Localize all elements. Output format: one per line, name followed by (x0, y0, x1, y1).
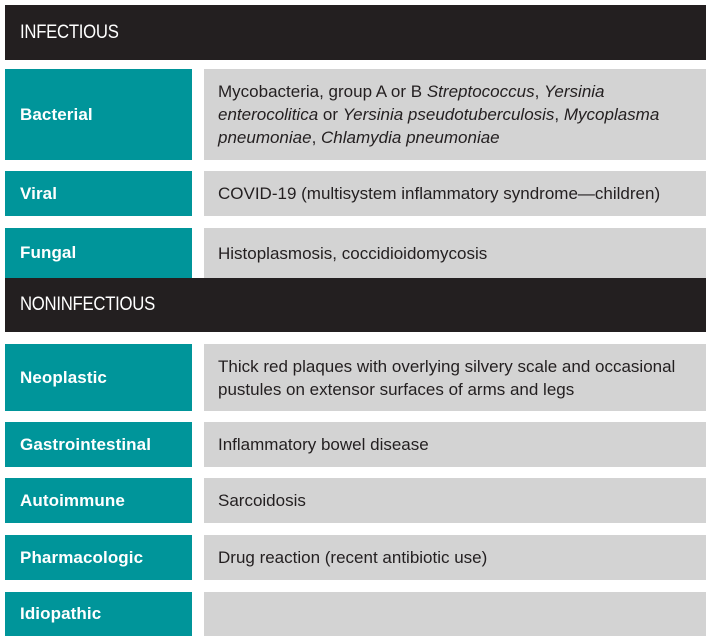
italic-term: Chlamydia pneumoniae (321, 128, 500, 147)
section-header-noninfectious (5, 278, 706, 332)
category-cell: Idiopathic (5, 592, 192, 636)
text-segment: COVID-19 (multisystem inflammatory syndrome—children) (218, 184, 661, 203)
text-segment: Thick red plaques with overlying silvery scale and occasional pustules on extensor surfaces of arms and legs (218, 356, 676, 399)
description-cell (204, 69, 706, 160)
text-segment: Mycobacteria, group A or B (218, 82, 427, 101)
category-cell: Neoplastic (5, 344, 192, 411)
category-cell: Autoimmune (5, 478, 192, 523)
text-segment: , (554, 105, 564, 124)
table-row-pharmacologic (5, 535, 706, 580)
table-row-bacterial (5, 69, 706, 160)
text-segment: Sarcoidosis (218, 491, 306, 510)
table-row-viral (5, 171, 706, 216)
table-row-gastrointestinal (5, 422, 706, 467)
table-row-idiopathic (5, 592, 706, 636)
description-cell (204, 535, 706, 580)
text-segment: Inflammatory bowel disease (218, 435, 429, 454)
category-cell: Fungal (5, 228, 192, 278)
description-cell (204, 478, 706, 523)
italic-term: Yersinia pseudotuberculosis (342, 105, 555, 124)
text-segment: Histoplasmosis, coccidioidomycosis (218, 243, 488, 263)
text-segment: Drug reaction (recent antibiotic use) (218, 548, 488, 567)
text-segment: , (534, 82, 545, 101)
table-row-autoimmune (5, 478, 706, 523)
category-cell: Bacterial (5, 69, 192, 160)
section-header-label: INFECTIOUS (20, 21, 119, 43)
table-row-neoplastic (5, 344, 706, 411)
table-row-fungal (5, 228, 706, 278)
text-segment: , (311, 128, 322, 147)
section-header-label: NONINFECTIOUS (20, 294, 155, 315)
italic-term: Yersinia enterocolitica (218, 82, 605, 124)
description-cell (204, 422, 706, 467)
italic-term: Streptococcus (426, 82, 535, 101)
description-cell (204, 171, 706, 216)
category-cell: Pharmacologic (5, 535, 192, 580)
description-cell (204, 344, 706, 411)
category-cell: Gastrointestinal (5, 422, 192, 467)
section-header-infectious (5, 5, 706, 60)
category-cell: Viral (5, 171, 192, 216)
description-cell (204, 592, 706, 636)
italic-term: Mycoplasma pneumoniae (218, 105, 660, 147)
text-segment: or (318, 105, 343, 124)
description-cell (204, 228, 706, 278)
